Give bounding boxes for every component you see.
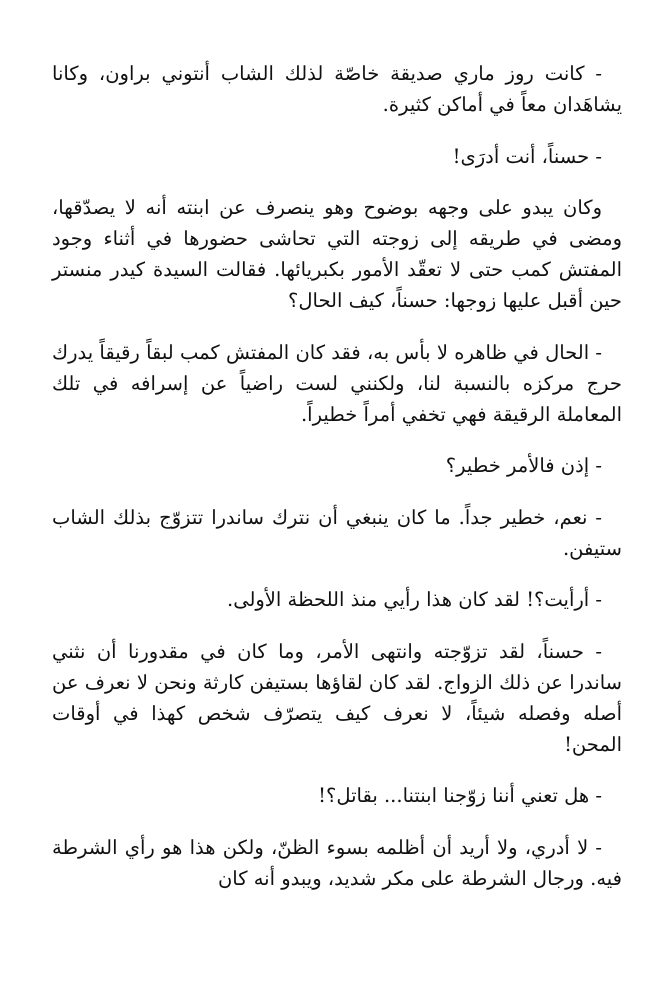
paragraph-10: - لا أدري، ولا أريد أن أظلمه بسوء الظنّ، ولكن هذا هو رأي الشرطة فيه. ورجال الشرطة على مكر شديد، ويبدو أنه كان [52, 835, 622, 890]
paragraph-2: - حسناً، أنت أدرَى! [452, 144, 602, 168]
paragraph-8: - حسناً، لقد تزوّجته وانتهى الأمر، وما كان في مقدورنا أن نثني ساندرا عن ذلك الزواج. لقد كان لقاؤها بستيفن كارثة ونحن لا نعرف عن أصله وفصله شيئاً، لا نعرف كيف يتصرّف شخص كهذا في أوقات المحن! [52, 639, 622, 756]
book-page-text [52, 58, 622, 914]
paragraph-1: - كانت روز ماري صديقة خاصّة لذلك الشاب أنتوني براون، وكانا يشاهَدان معاً في أماكن كثيرة. [52, 62, 622, 116]
paragraph-7: - أرأيت؟! لقد كان هذا رأيي منذ اللحظة الأولى. [227, 588, 602, 611]
paragraph-9: - هل تعني أننا زوّجنا ابنتنا... بقاتل؟! [318, 784, 602, 807]
paragraph-4: - الحال في ظاهره لا بأس به، فقد كان المفتش كمب لبقاً رقيقاً يدرك حرج مركزه بالنسبة لنا، ولكنني لست راضياً عن إسرافه في تلك المعاملة الرقيقة فهي تخفي أمراً خطيراً. [52, 340, 622, 426]
paragraph-5: - إذن فالأمر خطير؟ [445, 454, 602, 477]
paragraph-6: - نعم، خطير جداً. ما كان ينبغي أن نترك ساندرا تتزوّج بذلك الشاب ستيفن. [52, 505, 622, 560]
paragraph-3: وكان يبدو على وجهه بوضوح وهو ينصرف عن ابنته أنه لا يصدّقها، ومضى في طريقه إلى زوجته التي تحاشى حضورها في أثناء وجود المفتش كمب حتى لا تعقّد الأمور بكبريائها. فقالت السيدة كيدر منستر حين أقبل عليها زوجها: حسناً، كيف الحال؟ [52, 196, 622, 312]
